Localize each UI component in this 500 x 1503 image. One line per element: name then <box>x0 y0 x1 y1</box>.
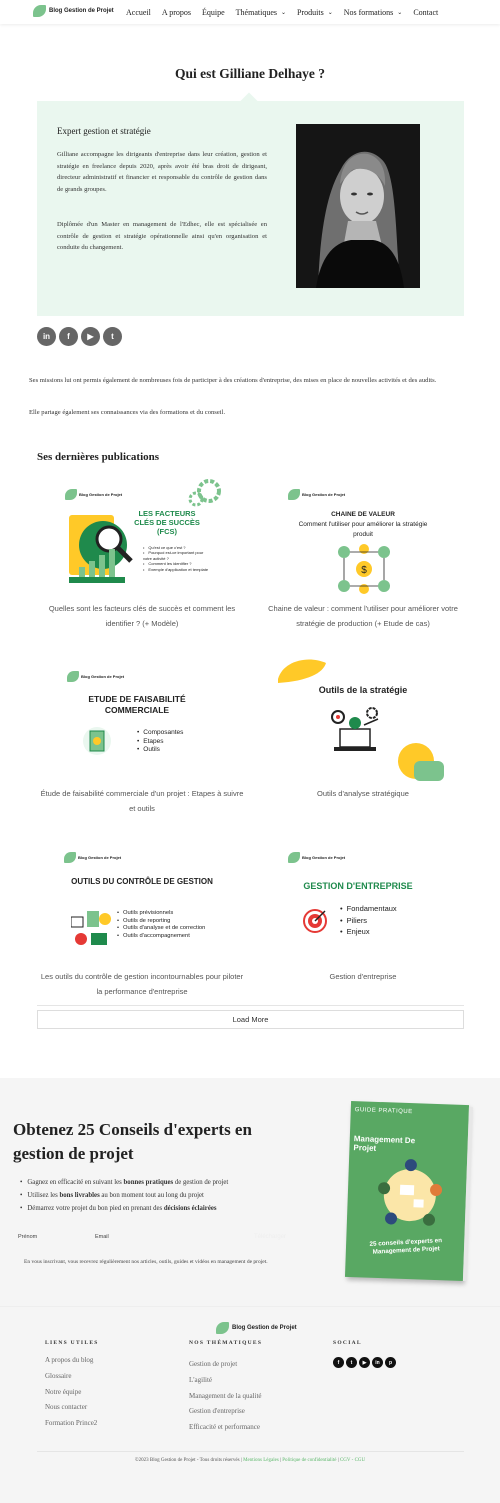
facebook-icon[interactable]: f <box>333 1357 344 1368</box>
thumb-list-item: • Outils d'analyse et de correction <box>117 925 217 933</box>
nav-label: A propos <box>161 7 191 17</box>
benefit-bold: bons livrables <box>59 1192 100 1199</box>
benefit-bold: bonnes pratiques <box>123 1179 174 1186</box>
footer-link[interactable]: Efficacité et performance <box>189 1423 260 1432</box>
nav-item-accueil[interactable] <box>126 8 151 17</box>
publication-title[interactable]: Étude de faisabilité commerciale d'un projet : Etapes à suivre et outils <box>40 789 244 813</box>
thumb-list-item: • Outils prévisionnels <box>117 910 217 918</box>
footer-link[interactable]: Gestion d'entreprise <box>189 1407 245 1416</box>
footer-copyright: ©2023 Blog Gestion de Projet - Tous droits réservés | Mentions Légales | Politique de confidentialité | CGV - CGU <box>134 1458 366 1463</box>
footer-link[interactable]: A propos du blog <box>45 1356 94 1364</box>
nav-label: Équipe <box>202 7 225 17</box>
firstname-label: Prénom <box>18 1234 38 1240</box>
yellow-shape-decoration <box>278 659 328 683</box>
meeting-illustration <box>368 1154 451 1237</box>
twitter-icon[interactable]: t <box>103 327 122 346</box>
footer-link[interactable]: Notre équipe <box>45 1387 82 1396</box>
publication-card[interactable] <box>258 657 468 801</box>
thumb-list-item: • Comment les identifier ? <box>143 561 213 566</box>
footer-col-title: SOCIAL <box>333 1340 362 1346</box>
footer-logo[interactable] <box>216 1322 297 1334</box>
benefit-item <box>20 1202 228 1215</box>
thumb-list-item: • Outils d'accompagnement <box>117 933 217 941</box>
missions-paragraph-1: Ses missions lui ont permis également de nombreuses fois de participer à des créations d'entreprise, des mises en place de nouvelles activités et des audits. <box>29 377 437 384</box>
site-footer <box>0 1306 500 1503</box>
author-social-links <box>37 327 125 346</box>
youtube-icon[interactable]: ▶ <box>359 1357 370 1368</box>
leaf-logo-icon <box>64 852 76 863</box>
pinterest-icon[interactable]: p <box>385 1357 396 1368</box>
nav-label: Thématiques <box>235 7 277 17</box>
benefit-text: Gagnez en efficacité en suivant les <box>27 1179 124 1186</box>
nav-item-formations[interactable] <box>344 8 403 17</box>
guide-book-image <box>345 1101 469 1281</box>
newsletter-title: Obtenez 25 Conseils d'experts en gestion de projet <box>13 1120 252 1163</box>
legal-link[interactable]: Mentions Légales <box>243 1458 279 1463</box>
nav-item-contact[interactable] <box>413 8 438 17</box>
nav-label: Contact <box>413 7 439 17</box>
control-tools-icon <box>71 909 115 949</box>
thumb-subtitle: Comment l'utiliser pour améliorer la stratégie produit <box>298 521 428 538</box>
publication-title[interactable]: Chaine de valeur : comment l'utiliser pour améliorer votre stratégie de production (+ Etude de cas) <box>268 604 458 628</box>
main-nav <box>126 0 449 24</box>
footer-logo-text: Blog Gestion de Projet <box>232 1325 297 1331</box>
youtube-icon[interactable]: ▶ <box>81 327 100 346</box>
thumb-title: LES FACTEURS CLÉS DE SUCCÈS (FCS) <box>134 509 200 536</box>
thumb-list-item: • Composantes <box>137 729 183 738</box>
footer-col-title: LIENS UTILES <box>45 1340 99 1346</box>
linkedin-icon[interactable]: in <box>37 327 56 346</box>
terms-link[interactable]: CGV - CGU <box>339 1458 366 1463</box>
thumb-title: ETUDE DE FAISABILITÉ COMMERCIALE <box>88 694 186 715</box>
benefit-bold: décisions éclairées <box>163 1205 217 1212</box>
benefit-text: de gestion de projet <box>173 1179 229 1186</box>
bio-paragraph-1: Gilliane accompagne les dirigeants d'entreprise dans leur création, gestion et stratégie en freelance depuis 2020, après avoir été bras droit de dirigeant, directeur administratif et financier et responsable du contrôle de gestion dans de grands groupes. <box>57 151 267 193</box>
publications-heading: Ses dernières publications <box>37 451 160 463</box>
privacy-link[interactable]: Politique de confidentialité <box>282 1458 337 1463</box>
thumb-logo-text: Blog Gestion de Projet <box>302 492 346 497</box>
thumb-list <box>117 910 217 940</box>
publication-title[interactable]: Quelles sont les facteurs clés de succès et comment les identifier ? (+ Modèle) <box>48 604 236 628</box>
thumb-title: Outils de la stratégie <box>318 685 408 695</box>
footer-col-title: NOS THÉMATIQUES <box>189 1340 263 1346</box>
publication-thumbnail[interactable] <box>258 845 468 965</box>
publication-card[interactable] <box>258 845 468 984</box>
benefit-text: Démarrez votre projet du bon pied en prenant des <box>27 1205 164 1212</box>
divider <box>37 1005 464 1006</box>
thumb-list-item: • Qu'est ce que c'est ? <box>143 545 213 550</box>
publication-thumbnail[interactable] <box>37 845 247 965</box>
publication-thumbnail[interactable] <box>258 657 468 782</box>
leaf-logo-icon <box>65 489 77 500</box>
thumb-title: CHAINE DE VALEUR <box>331 511 395 518</box>
footer-link[interactable]: Formation Prince2 <box>45 1419 98 1428</box>
thumb-list <box>143 545 213 572</box>
thumb-logo-text: Blog Gestion de Projet <box>78 855 122 860</box>
book-top-label: GUIDE PRATIQUE <box>354 1107 413 1116</box>
publication-title[interactable]: Les outils du contrôle de gestion incontournables pour piloter la performance d'entreprise <box>40 972 244 996</box>
publication-card[interactable] <box>37 845 247 999</box>
thumb-title: GESTION D'ENTREPRISE <box>303 881 413 891</box>
svg-text:$: $ <box>361 565 367 576</box>
success-factors-illustration <box>69 515 139 587</box>
nav-label: Produits <box>297 7 324 17</box>
site-header <box>0 0 500 24</box>
twitter-icon[interactable]: t <box>346 1357 357 1368</box>
thumb-list-item: • Exemple d'application et template <box>143 567 213 572</box>
book-title: Management De Projet <box>353 1134 416 1153</box>
gears-icon <box>187 477 229 507</box>
thumb-list-item: • Pourquoi est-ce important pour votre activité ? <box>143 550 213 561</box>
footer-divider <box>37 1451 464 1452</box>
site-logo[interactable] <box>33 5 114 17</box>
footer-link[interactable]: L'agilité <box>189 1375 213 1384</box>
thumb-list-item: • Outils <box>137 746 183 755</box>
nav-item-equipe[interactable] <box>202 8 225 17</box>
publication-card[interactable] <box>37 657 247 816</box>
thumb-list-item: • Outils de reporting <box>117 918 217 926</box>
chevron-down-icon: ⌄ <box>281 9 287 16</box>
load-more-button[interactable]: Load More <box>37 1010 464 1029</box>
book-spine <box>463 1107 473 1281</box>
value-chain-icon <box>334 544 394 594</box>
firstname-input[interactable] <box>40 1230 90 1244</box>
nav-label: Nos formations <box>343 7 394 17</box>
nav-label: Accueil <box>126 7 151 17</box>
thumb-list-item: • Piliers <box>340 915 397 927</box>
footer-links-useful <box>45 1353 97 1432</box>
publication-thumbnail[interactable] <box>37 657 247 782</box>
leaf-logo-icon <box>33 5 46 17</box>
benefit-text: Utilisez les <box>27 1192 60 1199</box>
thumb-list-item: • Fondamentaux <box>340 903 397 915</box>
benefit-text: au bon moment tout au long du projet <box>99 1192 204 1199</box>
document-check-icon <box>82 725 112 757</box>
leaf-logo-icon <box>288 489 300 500</box>
leaf-logo-icon <box>288 852 300 863</box>
leaf-logo-icon <box>216 1322 229 1334</box>
bio-subtitle: Expert gestion et stratégie <box>57 126 151 136</box>
target-icon <box>303 907 327 935</box>
footer-link[interactable]: Gestion de projet <box>189 1360 238 1368</box>
email-label: Email <box>95 1234 109 1240</box>
benefit-item <box>20 1176 228 1189</box>
newsletter-benefits <box>20 1176 228 1215</box>
linkedin-icon[interactable]: in <box>372 1357 383 1368</box>
publication-thumbnail[interactable] <box>258 477 468 597</box>
thumb-list-item: • Enjeux <box>340 926 397 938</box>
publication-card[interactable] <box>37 477 247 631</box>
publication-title[interactable]: Gestion d'entreprise <box>329 972 397 981</box>
author-photo <box>296 124 420 288</box>
thumb-title: OUTILS DU CONTRÔLE DE GESTION <box>71 877 213 886</box>
copyright-text: ©2023 Blog Gestion de Projet - Tous droits réservés | <box>134 1458 242 1463</box>
email-input[interactable] <box>115 1230 220 1244</box>
nav-item-a-propos[interactable] <box>162 8 191 17</box>
footer-link[interactable]: Glossaire <box>45 1371 72 1380</box>
green-blob-decoration <box>394 739 444 783</box>
benefit-item <box>20 1189 228 1202</box>
missions-paragraph-2: Elle partage également ses connaissances via des formations et du conseil. <box>29 409 226 416</box>
footer-links-themes <box>189 1357 262 1436</box>
thumb-list-item: • Etapes <box>137 738 183 747</box>
logo-text: Blog Gestion de Projet <box>49 8 114 14</box>
newsletter-note: En vous inscrivant, vous recevrez régulièrement nos articles, outils, guides et vidéos en management de projet. <box>24 1259 268 1265</box>
facebook-icon[interactable]: f <box>59 327 78 346</box>
download-button[interactable]: Télécharger <box>226 1230 314 1244</box>
publication-thumbnail[interactable] <box>37 477 247 597</box>
bio-paragraph-2: Diplômée d'un Master en management de l'Edhec, elle est spécialisée en contrôle de gestion et stratégie opérationnelle ainsi qu'en organisation et conduite du changement. <box>57 221 267 252</box>
footer-link[interactable]: Management de la qualité <box>189 1391 262 1400</box>
chevron-down-icon: ⌄ <box>327 9 333 16</box>
thumb-list <box>137 729 183 755</box>
publication-card[interactable] <box>258 477 468 631</box>
thumb-logo-text: Blog Gestion de Projet <box>302 855 346 860</box>
nav-item-thematiques[interactable] <box>236 8 286 17</box>
footer-link[interactable]: Nous contacter <box>45 1403 88 1412</box>
publication-title[interactable]: Outils d'analyse stratégique <box>317 789 409 798</box>
page-title: Qui est Gilliane Delhaye ? <box>175 66 325 81</box>
chevron-down-icon: ⌄ <box>397 9 403 16</box>
bio-box <box>37 101 464 316</box>
nav-item-produits[interactable] <box>297 8 333 17</box>
newsletter-section <box>0 1078 500 1306</box>
book-bottom-label: 25 conseils d'experts en Management de Projet <box>369 1237 443 1256</box>
leaf-logo-icon <box>67 671 79 682</box>
strategy-laptop-icon <box>328 705 384 757</box>
thumb-logo-text: Blog Gestion de Projet <box>79 492 123 497</box>
footer-social-links <box>333 1357 398 1368</box>
thumb-logo-text: Blog Gestion de Projet <box>81 674 125 679</box>
thumb-list <box>340 903 397 938</box>
